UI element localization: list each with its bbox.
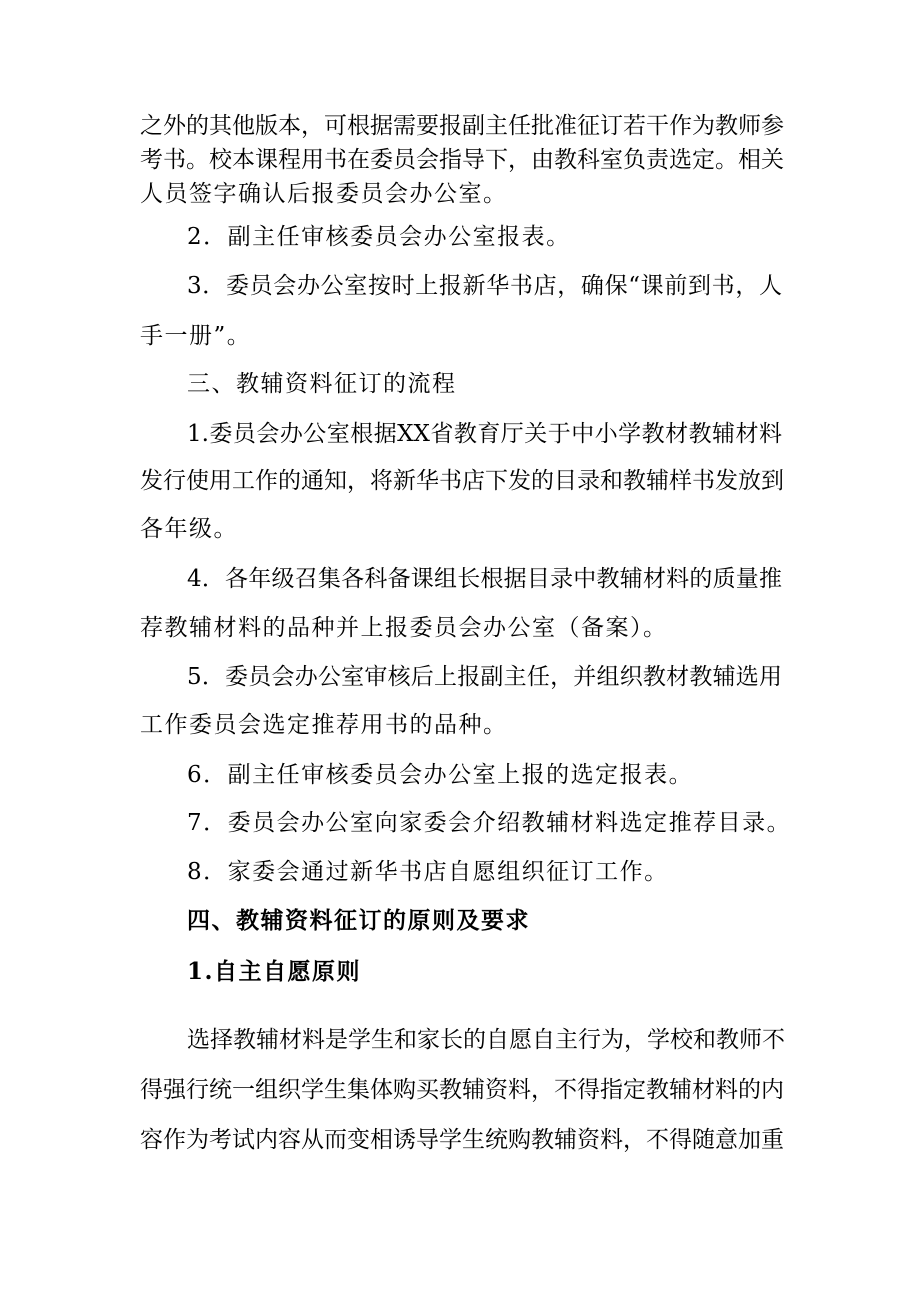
list-item: 4．各年级召集各科备课组长根据目录中教辅材料的质量推 [187, 566, 782, 592]
list-item: 7．委员会办公室向家委会介绍教辅材料选定推荐目录。 [187, 810, 792, 836]
paragraph-line: 发行使用工作的通知，将新华书店下发的目录和教辅样书发放到 [140, 468, 784, 494]
paragraph-line: 工作委员会选定推荐用书的品种。 [140, 712, 508, 738]
paragraph-line: 荐教辅材料的品种并上报委员会办公室（备案）。 [140, 615, 668, 641]
paragraph-line: 选择教辅材料是学生和家长的自愿自主行为，学校和教师不 [187, 1027, 785, 1053]
list-item: 3．委员会办公室按时上报新华书店，确保“课前到书，人 [187, 273, 782, 299]
paragraph-line: 之外的其他版本，可根据需要报副主任批准征订若干作为教师参 [140, 113, 784, 139]
paragraph-line: 得强行统一组织学生集体购买教辅资料，不得指定教辅材料的内 [140, 1077, 784, 1103]
list-item: 1.委员会办公室根据XX省教育厅关于中小学教材教辅材料 [187, 421, 782, 447]
paragraph-line: 容作为考试内容从而变相诱导学生统购教辅资料，不得随意加重 [140, 1127, 784, 1153]
section-heading: 三、教辅资料征订的流程 [187, 371, 457, 397]
section-heading: 四、教辅资料征订的原则及要求 [187, 907, 530, 934]
list-item: 6．副主任审核委员会办公室上报的选定报表。 [187, 762, 694, 788]
paragraph-line: 各年级。 [140, 516, 238, 542]
list-item: 2．副主任审核委员会办公室报表。 [187, 224, 571, 250]
list-item: 5．委员会办公室审核后上报副主任，并组织教材教辅选用 [187, 664, 782, 690]
subsection-heading: 1.自主自愿原则 [187, 958, 362, 985]
paragraph-line: 手一册”。 [140, 323, 252, 349]
list-item: 8．家委会通过新华书店自愿组织征订工作。 [187, 859, 669, 885]
paragraph-line: 考书。校本课程用书在委员会指导下，由教科室负责选定。相关 [140, 147, 784, 173]
paragraph-line: 人员签字确认后报委员会办公室。 [140, 181, 508, 207]
